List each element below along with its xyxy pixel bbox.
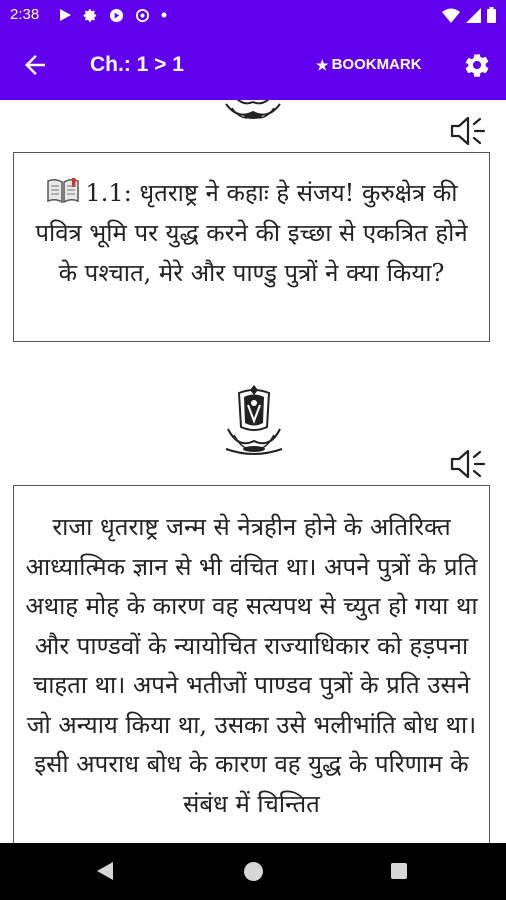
status-time: 2:38 xyxy=(10,6,40,23)
verse-text: 1.1: धृतराष्ट्र ने कहाः हे संजय! कुरुक्षेत्र की पवित्र भूमि पर युद्ध करने की इच्छा से एकत्रित होने के पश्चात, मेरे और पाण्डु पुत्रों ने क्या किया? xyxy=(35,179,468,287)
open-book-icon xyxy=(46,178,80,204)
navigation-bar xyxy=(0,843,506,900)
lotus-ornament-icon xyxy=(224,383,284,457)
settings-gear-icon[interactable] xyxy=(463,51,491,79)
shield-icon xyxy=(109,8,124,23)
lotus-ornament-icon xyxy=(222,100,284,126)
battery-icon xyxy=(487,7,496,23)
dot-icon xyxy=(161,12,167,18)
nav-recents-icon[interactable] xyxy=(391,863,407,879)
no-tracking-icon xyxy=(135,8,150,23)
status-bar xyxy=(0,0,506,30)
speaker-icon[interactable] xyxy=(449,448,487,480)
play-icon xyxy=(58,8,72,22)
app-bar xyxy=(0,30,506,100)
gear-icon xyxy=(83,8,98,23)
verse-card xyxy=(13,152,490,342)
verse-content[interactable] xyxy=(0,100,506,843)
chapter-title: Ch.: 1 > 1 xyxy=(90,53,184,76)
nav-back-icon[interactable] xyxy=(96,861,114,881)
star-icon: ★ xyxy=(316,57,329,73)
speaker-icon[interactable] xyxy=(449,115,487,147)
nav-home-icon[interactable] xyxy=(244,862,263,881)
wifi-icon xyxy=(442,8,460,23)
commentary-card xyxy=(13,485,490,843)
commentary-text: राजा धृतराष्ट्र जन्म से नेत्रहीन होने के अतिरिक्त आध्यात्मिक ज्ञान से भी वंचित था। अपने पुत्रों के प्रति अथाह मोह के कारण वह सत्यपथ से च्युत हो गया था और पाण्डवों के न्यायोचित राज्याधिकार को हड़पना चाहता था। अपने भतीजों पाण्डव पुत्रों के प्रति उसने जो अन्याय किया था, उसका उसे भलीभांति बोध था। इसी अपराध बोध के कारण वह युद्ध के परिणाम के संबंध में चिन्तित xyxy=(25,513,478,818)
signal-icon xyxy=(466,8,481,23)
back-arrow-icon[interactable] xyxy=(20,50,50,80)
bookmark-label: BOOKMARK xyxy=(331,56,422,73)
bookmark-button[interactable] xyxy=(316,54,422,76)
